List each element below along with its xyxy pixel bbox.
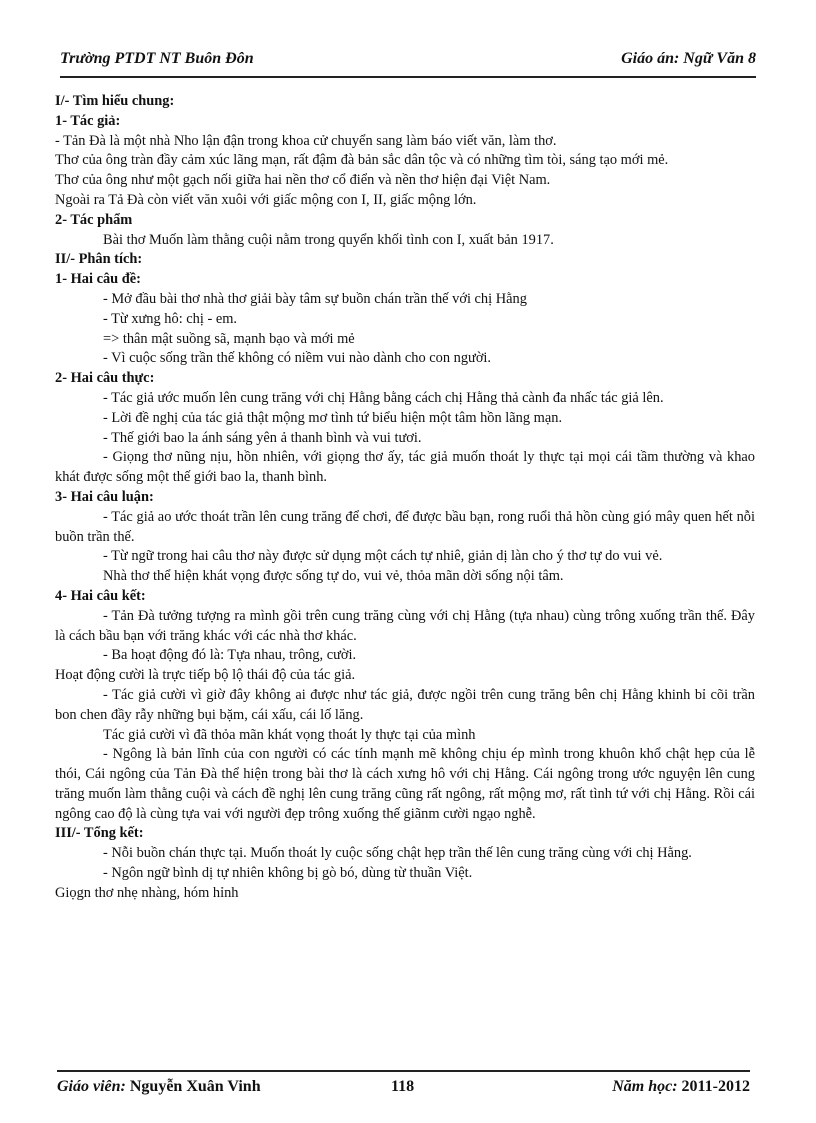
paragraph: Nhà thơ thể hiện khát vọng được sống tự do, vui vẻ, thỏa mãn dời sống nội tâm.	[103, 568, 564, 585]
section-heading: II/- Phân tích:	[55, 251, 143, 268]
section-heading: 3- Hai câu luận:	[55, 488, 154, 505]
paragraph: => thân mật suồng sã, mạnh bạo và mới mẻ	[103, 330, 355, 347]
paragraph: - Ngông là bản lĩnh của con người có các tính mạnh mẽ không chịu ép mình trong khuôn khổ chật hẹp của lễ thói, Cái ngông của Tản Đà thể hiện trong bài thơ là cách xưng hô với chị Hằng. Cái ngông trong ước nguyện lên cung trăng muốn làm thằng cuội và cách đề nghị lên cung trăng cũng rất ngông, rất mộng mơ, rất tình tứ với chị Hằng. Rồi cái ngông cao độ là cùng tựa vai với người đẹp trông xuống thế giãnm cười ngạo nghễ.	[55, 746, 755, 822]
paragraph: - Tản Đà tưởng tượng ra mình gồi trên cung trăng cùng với chị Hằng (tựa nhau) cùng trông xuống trần thế. Đây là cách bầu bạn với trăng khác với các nhà thơ khác.	[55, 607, 755, 644]
paragraph: Hoạt động cười là trực tiếp bộ lộ thái độ của tác giả.	[55, 667, 356, 684]
paragraph: - Tác giả ước muốn lên cung trăng với chị Hằng bằng cách chị Hằng thả cành đa nhấc tác giả lên.	[103, 389, 664, 406]
page-header	[60, 46, 756, 78]
paragraph: - Từ ngữ trong hai câu thơ này được sử dụng một cách tự nhiê, giản dị làn cho ý thơ tự do vui vẻ.	[103, 548, 663, 565]
paragraph: - Vì cuộc sống trần thế không có niềm vui nào dành cho con người.	[103, 350, 492, 367]
paragraph: Ngoài ra Tả Đà còn viết văn xuôi với giấc mộng con I, II, giấc mộng lớn.	[55, 191, 477, 208]
paragraph: Giọgn thơ nhẹ nhàng, hóm hỉnh	[55, 884, 239, 901]
teacher-info	[57, 1078, 261, 1096]
paragraph: - Tản Đà là một nhà Nho lận đận trong khoa cử chuyển sang làm báo viết văn, làm thơ.	[55, 132, 557, 149]
paragraph: - Mở đầu bài thơ nhà thơ giải bày tâm sự buồn chán trần thế với chị Hằng	[103, 290, 527, 307]
paragraph: Thơ của ông tràn đầy cảm xúc lãng mạn, rất đậm đà bản sắc dân tộc và có những tìm tòi, sáng tạo mới mẻ.	[55, 152, 669, 169]
paragraph: Tác giả cười vì đã thỏa mãn khát vọng thoát ly thực tại của mình	[103, 726, 476, 743]
section-heading: 1- Hai câu đề:	[55, 271, 141, 288]
paragraph: - Ngôn ngữ bình dị tự nhiên không bị gò bó, dùng từ thuần Việt.	[103, 865, 473, 882]
paragraph: - Ba hoạt động đó là: Tựa nhau, trông, cười.	[103, 647, 357, 664]
paragraph: Thơ của ông như một gạch nối giữa hai nền thơ cổ điển và nền thơ hiện đại Việt Nam.	[55, 172, 551, 189]
page-footer	[57, 1070, 750, 1096]
section-heading: I/- Tìm hiểu chung:	[55, 93, 175, 109]
section-heading: 1- Tác giả:	[55, 112, 121, 129]
section-heading: 2- Hai câu thực:	[55, 370, 155, 387]
paragraph: - Tác giả ao ước thoát trần lên cung trăng để chơi, để được bầu bạn, rong ruổi thả hồn cùng gió mây quen hết nỗi buồn trần thế.	[55, 508, 755, 545]
section-heading: 4- Hai câu kết:	[55, 587, 146, 604]
paragraph: - Giọng thơ nũng nịu, hồn nhiên, với giọng thơ ấy, tác giả muốn thoát ly thực tại mọi cái tầm thường và khao khát được sống một thế giới bao la, thanh bình.	[55, 449, 755, 486]
paragraph: - Tác giả cười vì giờ đây không ai được như tác giả, được ngồi trên cung trăng bên chị Hằng khinh bỉ cõi trần bon chen đầy rẫy những bụi bặm, cái xấu, cái lố lăng.	[55, 686, 755, 723]
section-heading: III/- Tổng kết:	[55, 825, 144, 842]
teacher-label: Giáo viên:	[57, 1078, 126, 1095]
paragraph: - Lời đề nghị của tác giả thật mộng mơ tình tứ biểu hiện một tâm hồn lãng mạn.	[103, 409, 563, 426]
year-label: Năm học:	[612, 1078, 678, 1095]
section-heading: 2- Tác phẩm	[55, 211, 133, 228]
paragraph: - Thế giới bao la ánh sáng yên ả thanh bình và vui tươi.	[103, 429, 422, 446]
page-number: 118	[391, 1078, 415, 1095]
school-name: Trường PTDT NT Buôn Đôn	[60, 50, 254, 67]
paragraph: - Nỗi buồn chán thực tại. Muốn thoát ly cuộc sống chật hẹp trần thế lên cung trăng cùng với chị Hằng.	[103, 845, 692, 862]
lesson-plan-title: Giáo án: Ngữ Văn 8	[621, 50, 756, 67]
document-body	[55, 92, 755, 904]
paragraph: - Từ xưng hô: chị - em.	[103, 310, 238, 327]
school-year	[612, 1078, 750, 1096]
paragraph: Bài thơ Muốn làm thằng cuội nằm trong quyển khối tình con I, xuất bản 1917.	[103, 231, 554, 248]
year-value: 2011-2012	[681, 1078, 750, 1095]
teacher-name: Nguyễn Xuân Vinh	[129, 1078, 261, 1095]
